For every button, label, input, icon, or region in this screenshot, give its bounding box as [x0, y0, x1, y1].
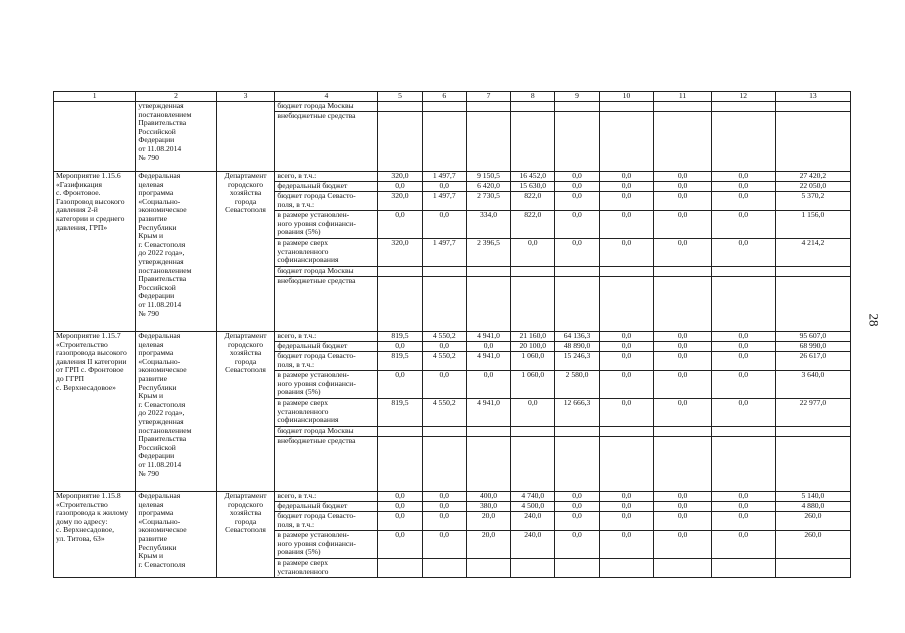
value-cell: [775, 277, 850, 332]
value-cell: 819,5: [378, 352, 422, 371]
source-label: федеральный бюджет: [275, 502, 378, 512]
value-cell: 4 880,0: [775, 502, 850, 512]
value-cell: 0,0: [654, 332, 712, 342]
value-cell: [555, 277, 599, 332]
value-cell: [466, 437, 510, 492]
value-cell: [711, 427, 775, 437]
value-cell: 0,0: [378, 182, 422, 192]
col-header: 12: [711, 92, 775, 102]
value-cell: 15 630,0: [511, 182, 555, 192]
source-label: в размере сверх установленного софинансирования: [275, 399, 378, 427]
col-header: 9: [555, 92, 599, 102]
value-cell: [466, 267, 510, 277]
value-cell: [422, 112, 466, 172]
executor-cell: Департамент городского хозяйства города Севастополя: [216, 172, 275, 332]
value-cell: [555, 427, 599, 437]
value-cell: [711, 112, 775, 172]
value-cell: 0,0: [422, 211, 466, 239]
value-cell: 0,0: [599, 172, 654, 182]
value-cell: 20,0: [466, 531, 510, 559]
value-cell: [422, 559, 466, 578]
source-label: в размере сверх установленного софинансирования: [275, 239, 378, 267]
value-cell: [599, 277, 654, 332]
value-cell: [466, 102, 510, 112]
value-cell: 0,0: [555, 531, 599, 559]
value-cell: 22 050,0: [775, 182, 850, 192]
value-cell: 2 730,5: [466, 192, 510, 211]
value-cell: 16 452,0: [511, 172, 555, 182]
value-cell: 0,0: [555, 512, 599, 531]
value-cell: [775, 427, 850, 437]
source-label: бюджет города Севасто- поля, в т.ч.:: [275, 192, 378, 211]
value-cell: [555, 267, 599, 277]
value-cell: 1 497,7: [422, 172, 466, 182]
value-cell: 9 150,5: [466, 172, 510, 182]
value-cell: [599, 102, 654, 112]
value-cell: 0,0: [711, 352, 775, 371]
value-cell: 0,0: [599, 371, 654, 399]
value-cell: 2 580,0: [555, 371, 599, 399]
value-cell: 95 607,0: [775, 332, 850, 342]
budget-table: [53, 91, 851, 578]
value-cell: [378, 427, 422, 437]
measure-cell: Мероприятие 1.15.6 «Газификация с. Фронтовое. Газопровод высокого давления 2-й категории и среднего давления, ГРП»: [54, 172, 136, 332]
value-cell: 0,0: [599, 211, 654, 239]
value-cell: 0,0: [711, 342, 775, 352]
value-cell: [422, 277, 466, 332]
value-cell: 822,0: [511, 192, 555, 211]
value-cell: [711, 437, 775, 492]
value-cell: [422, 102, 466, 112]
value-cell: [511, 102, 555, 112]
value-cell: 4 941,0: [466, 399, 510, 427]
program-cell: Федеральная целевая программа «Социально- экономическое развитие Республики Крым и г. Севастополя до 2022 года», утвержденная постановлением Правительства Российской Федерации от 11.08.2014 № 790: [136, 332, 216, 492]
value-cell: 0,0: [555, 502, 599, 512]
value-cell: 4 550,2: [422, 399, 466, 427]
table-row: [54, 172, 851, 182]
value-cell: 0,0: [422, 371, 466, 399]
source-label: всего, в т.ч.:: [275, 332, 378, 342]
header-row: [54, 92, 851, 102]
value-cell: 0,0: [511, 399, 555, 427]
source-label: бюджет города Москвы: [275, 427, 378, 437]
value-cell: 0,0: [654, 399, 712, 427]
value-cell: 380,0: [466, 502, 510, 512]
value-cell: [422, 267, 466, 277]
value-cell: 0,0: [555, 239, 599, 267]
value-cell: 0,0: [378, 371, 422, 399]
value-cell: [599, 267, 654, 277]
value-cell: 0,0: [654, 211, 712, 239]
col-header: 8: [511, 92, 555, 102]
value-cell: 68 990,0: [775, 342, 850, 352]
value-cell: 5 140,0: [775, 492, 850, 502]
value-cell: 0,0: [654, 531, 712, 559]
value-cell: 12 666,3: [555, 399, 599, 427]
value-cell: 0,0: [654, 492, 712, 502]
value-cell: 2 396,5: [466, 239, 510, 267]
value-cell: [511, 437, 555, 492]
value-cell: 1 060,0: [511, 371, 555, 399]
value-cell: 822,0: [511, 211, 555, 239]
value-cell: [775, 267, 850, 277]
value-cell: 320,0: [378, 172, 422, 182]
value-cell: 0,0: [711, 192, 775, 211]
value-cell: 4 500,0: [511, 502, 555, 512]
value-cell: [775, 102, 850, 112]
value-cell: 0,0: [711, 211, 775, 239]
value-cell: 0,0: [711, 172, 775, 182]
value-cell: 22 977,0: [775, 399, 850, 427]
table-row: [54, 102, 851, 112]
value-cell: [511, 112, 555, 172]
value-cell: 4 550,2: [422, 352, 466, 371]
program-cell: утвержденная постановлением Правительства Российской Федерации от 11.08.2014 № 790: [136, 102, 216, 172]
value-cell: 240,0: [511, 531, 555, 559]
value-cell: 320,0: [378, 239, 422, 267]
value-cell: [466, 112, 510, 172]
source-label: бюджет города Севасто- поля, в т.ч.:: [275, 352, 378, 371]
value-cell: 0,0: [378, 211, 422, 239]
value-cell: 0,0: [555, 192, 599, 211]
source-label: в размере установлен- ного уровня софинанси- рования (5%): [275, 211, 378, 239]
col-header: 3: [216, 92, 275, 102]
table-body: [54, 102, 851, 578]
value-cell: 0,0: [466, 371, 510, 399]
value-cell: [555, 102, 599, 112]
value-cell: 0,0: [599, 182, 654, 192]
value-cell: 0,0: [599, 342, 654, 352]
value-cell: [466, 277, 510, 332]
value-cell: 0,0: [599, 332, 654, 342]
value-cell: 6 420,0: [466, 182, 510, 192]
value-cell: 0,0: [711, 332, 775, 342]
source-label: внебюджетные средства: [275, 277, 378, 332]
measure-cell: Мероприятие 1.15.7 «Строительство газопровода высокого давления II категории от ГРП с. Фронтовое до ГГРП с. Верхнесадовое»: [54, 332, 136, 492]
value-cell: 27 420,2: [775, 172, 850, 182]
value-cell: 0,0: [654, 371, 712, 399]
value-cell: 64 136,3: [555, 332, 599, 342]
measure-cell: Мероприятие 1.15.8 «Строительство газопровода к жилому дому по адресу: с. Верхнесадовое, ул. Титова, 63»: [54, 492, 136, 578]
executor-cell: Департамент городского хозяйства города Севастополя: [216, 332, 275, 492]
value-cell: [555, 559, 599, 578]
value-cell: [599, 437, 654, 492]
value-cell: 48 890,0: [555, 342, 599, 352]
value-cell: [654, 427, 712, 437]
program-cell: Федеральная целевая программа «Социально- экономическое развитие Республики Крым и г. Севастополя до 2022 года», утвержденная постановлением Правительства Российской Федерации от 11.08.2014 № 790: [136, 172, 216, 332]
value-cell: [422, 427, 466, 437]
value-cell: [555, 112, 599, 172]
value-cell: 0,0: [599, 512, 654, 531]
executor-cell: Департамент городского хозяйства города Севастополя: [216, 492, 275, 578]
col-header: 10: [599, 92, 654, 102]
value-cell: 0,0: [422, 182, 466, 192]
value-cell: 0,0: [422, 342, 466, 352]
value-cell: 0,0: [422, 531, 466, 559]
value-cell: [654, 267, 712, 277]
value-cell: 0,0: [711, 182, 775, 192]
value-cell: 0,0: [599, 502, 654, 512]
source-label: бюджет города Москвы: [275, 102, 378, 112]
value-cell: 3 640,0: [775, 371, 850, 399]
source-label: бюджет города Москвы: [275, 267, 378, 277]
value-cell: [599, 112, 654, 172]
value-cell: [555, 437, 599, 492]
value-cell: 0,0: [599, 239, 654, 267]
value-cell: [775, 112, 850, 172]
value-cell: 0,0: [599, 492, 654, 502]
value-cell: 0,0: [599, 399, 654, 427]
table-row: [54, 332, 851, 342]
col-header: 1: [54, 92, 136, 102]
value-cell: 0,0: [555, 211, 599, 239]
value-cell: 20 100,0: [511, 342, 555, 352]
source-label: всего, в т.ч.:: [275, 492, 378, 502]
source-label: внебюджетные средства: [275, 437, 378, 492]
value-cell: 0,0: [654, 342, 712, 352]
value-cell: 1 060,0: [511, 352, 555, 371]
value-cell: 0,0: [378, 342, 422, 352]
source-label: в размере установлен- ного уровня софинанси- рования (5%): [275, 531, 378, 559]
source-label: внебюджетные средства: [275, 112, 378, 172]
value-cell: 0,0: [654, 352, 712, 371]
value-cell: [466, 559, 510, 578]
value-cell: [378, 112, 422, 172]
source-label: бюджет города Севасто- поля, в т.ч.:: [275, 512, 378, 531]
value-cell: 0,0: [654, 172, 712, 182]
value-cell: [378, 277, 422, 332]
value-cell: [511, 559, 555, 578]
value-cell: 0,0: [711, 399, 775, 427]
value-cell: 0,0: [711, 492, 775, 502]
value-cell: 400,0: [466, 492, 510, 502]
value-cell: 5 370,2: [775, 192, 850, 211]
executor-cell: [216, 102, 275, 172]
value-cell: 260,0: [775, 512, 850, 531]
value-cell: 0,0: [711, 531, 775, 559]
value-cell: 0,0: [654, 502, 712, 512]
value-cell: 4 550,2: [422, 332, 466, 342]
value-cell: 0,0: [711, 371, 775, 399]
value-cell: [654, 112, 712, 172]
value-cell: 4 740,0: [511, 492, 555, 502]
source-label: всего, в т.ч.:: [275, 172, 378, 182]
value-cell: [378, 559, 422, 578]
value-cell: [511, 267, 555, 277]
value-cell: [711, 267, 775, 277]
value-cell: 0,0: [654, 512, 712, 531]
source-label: в размере сверх установленного: [275, 559, 378, 578]
value-cell: 0,0: [511, 239, 555, 267]
value-cell: [711, 102, 775, 112]
value-cell: 0,0: [555, 172, 599, 182]
value-cell: 0,0: [599, 192, 654, 211]
value-cell: 4 941,0: [466, 332, 510, 342]
value-cell: [654, 437, 712, 492]
value-cell: 0,0: [422, 512, 466, 531]
col-header: 7: [466, 92, 510, 102]
col-header: 4: [275, 92, 378, 102]
value-cell: 0,0: [378, 492, 422, 502]
value-cell: [378, 437, 422, 492]
value-cell: 0,0: [711, 239, 775, 267]
value-cell: 0,0: [378, 502, 422, 512]
value-cell: 0,0: [599, 531, 654, 559]
value-cell: 0,0: [599, 352, 654, 371]
value-cell: 4 941,0: [466, 352, 510, 371]
value-cell: 0,0: [654, 192, 712, 211]
value-cell: 260,0: [775, 531, 850, 559]
value-cell: 21 160,0: [511, 332, 555, 342]
value-cell: [599, 427, 654, 437]
source-label: в размере установлен- ного уровня софинанси- рования (5%): [275, 371, 378, 399]
value-cell: 1 156,0: [775, 211, 850, 239]
value-cell: 26 617,0: [775, 352, 850, 371]
page-number: 28: [866, 313, 882, 327]
value-cell: 1 497,7: [422, 239, 466, 267]
col-header: 11: [654, 92, 712, 102]
source-label: федеральный бюджет: [275, 342, 378, 352]
col-header: 2: [136, 92, 216, 102]
value-cell: 0,0: [555, 492, 599, 502]
source-label: федеральный бюджет: [275, 182, 378, 192]
program-cell: Федеральная целевая программа «Социально- экономическое развитие Республики Крым и г. Севастополя: [136, 492, 216, 578]
value-cell: 0,0: [711, 502, 775, 512]
value-cell: 0,0: [711, 512, 775, 531]
value-cell: [511, 427, 555, 437]
value-cell: 819,5: [378, 399, 422, 427]
measure-cell: [54, 102, 136, 172]
col-header: 13: [775, 92, 850, 102]
value-cell: 819,5: [378, 332, 422, 342]
value-cell: [654, 277, 712, 332]
value-cell: 240,0: [511, 512, 555, 531]
value-cell: 0,0: [466, 342, 510, 352]
value-cell: 320,0: [378, 192, 422, 211]
value-cell: 15 246,3: [555, 352, 599, 371]
value-cell: 20,0: [466, 512, 510, 531]
value-cell: [511, 277, 555, 332]
value-cell: [654, 559, 712, 578]
value-cell: 4 214,2: [775, 239, 850, 267]
value-cell: 0,0: [555, 182, 599, 192]
value-cell: [711, 559, 775, 578]
value-cell: [599, 559, 654, 578]
value-cell: [378, 102, 422, 112]
value-cell: 334,0: [466, 211, 510, 239]
value-cell: 0,0: [378, 512, 422, 531]
value-cell: [711, 277, 775, 332]
value-cell: 0,0: [422, 492, 466, 502]
col-header: 6: [422, 92, 466, 102]
value-cell: [422, 437, 466, 492]
value-cell: [775, 437, 850, 492]
value-cell: [775, 559, 850, 578]
value-cell: 0,0: [422, 502, 466, 512]
table-row: [54, 492, 851, 502]
value-cell: 0,0: [654, 182, 712, 192]
value-cell: 0,0: [654, 239, 712, 267]
value-cell: [378, 267, 422, 277]
value-cell: 0,0: [378, 531, 422, 559]
value-cell: 1 497,7: [422, 192, 466, 211]
col-header: 5: [378, 92, 422, 102]
value-cell: [654, 102, 712, 112]
value-cell: [466, 427, 510, 437]
